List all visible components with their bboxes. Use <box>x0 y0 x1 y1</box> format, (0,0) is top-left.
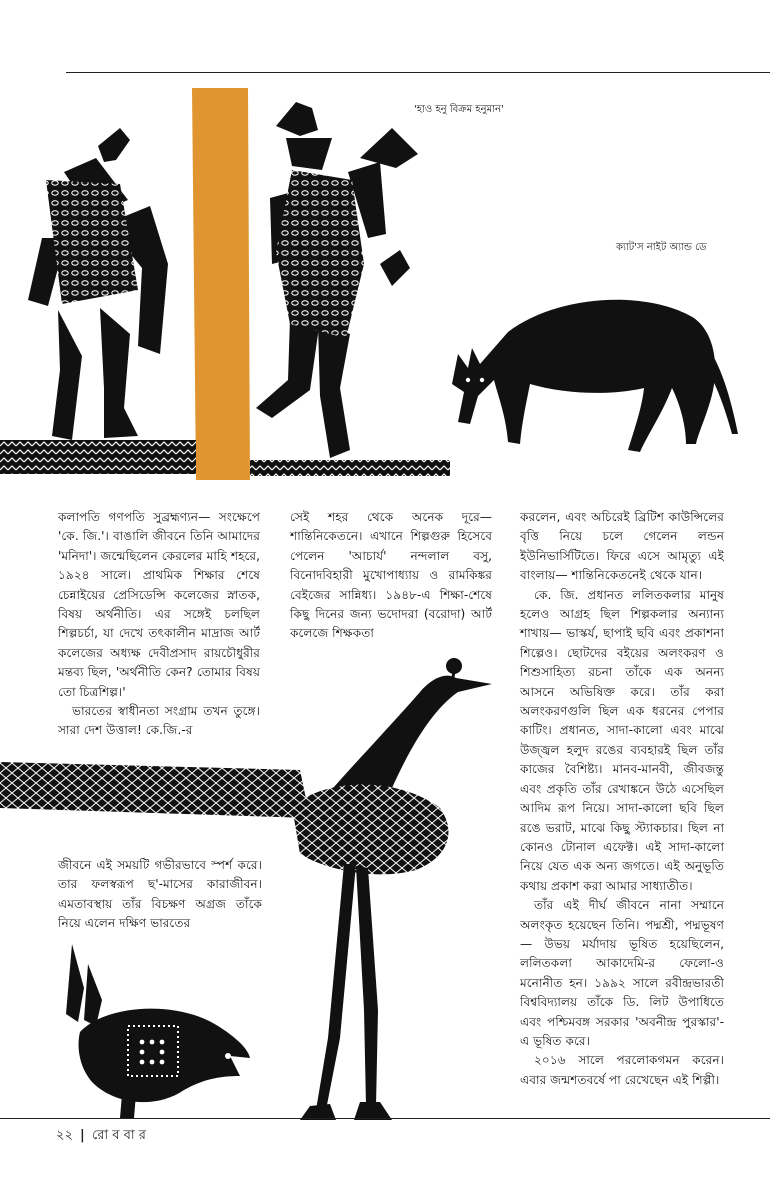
article-column-3 <box>520 508 724 1090</box>
paragraph: করলেন, এবং অচিরেই ব্রিটিশ কাউন্সিলের বৃত্তি নিয়ে চলে গেলেন লন্ডন ইউনিভার্সিটিতে। ফিরে এসে আমৃত্যু এই বাংলায়— শান্তিনিকেতনেই থেকে যান। <box>520 510 724 583</box>
article-column-1-top <box>58 508 260 741</box>
bottom-rule <box>0 1118 770 1119</box>
paragraph: কে. জি. প্রধানত ললিতকলার মানুষ হলেও আগ্রহ ছিল শিল্পকলার অন্যান্য শাখায়— ভাস্কর্য, ছাপাই ছবি এবং প্রকাশনা শিল্পেও। ছোটদের বইয়ের অলংকরণ ও শিশুসাহিত্য রচনা তাঁকে এক অনন্য আসনে অভিষিক্ত করে। তাঁর করা অলংকরণগুলি ছিল এক ধরনের পেপার কাটিং। প্রধানত, সাদা-কালো এবং মাঝে উজ্জ্বল হলুদ রঙের ব্যবহারই ছিল তাঁর কাজের বৈশিষ্ট্য। মানব-মানবী, জীবজন্তু এবং প্রকৃতি তাঁর রেখাঙ্কনে উঠে এসেছিল আদিম রূপ নিয়ে। সাদা-কালো ছবি ছিল রঙে ভরাট, মাঝে কিছু স্ট্যাকচার। ছিল না কোনও টোনাল এফেক্ট। এই সাদা-কালো নিয়ে যেত এক অন্য জগতে। এই অনুভূতি কথায় প্রকাশ করা আমার সাধ্যাতীত। <box>520 587 724 893</box>
page-footer <box>56 1126 146 1147</box>
paragraph: সেই শহর থেকে অনেক দূরে— শান্তিনিকেতনে। এখানে শিল্পগুরু হিসেবে পেলেন 'আচার্য' নন্দলাল বসু, বিনোদবিহারী মুখোপাধ্যায় ও রামকিঙ্কর বেইজের সান্নিধ্য। ১৯৪৮-এ শিক্ষা-শেষে কিছু দিনের জন্য ভদোদরা (বরোদা) আর্ট কলেজে শিক্ষকতা <box>290 510 492 641</box>
top-rule <box>66 72 770 73</box>
article-column-2 <box>290 508 492 644</box>
paragraph: তাঁর এই দীর্ঘ জীবনে নানা সম্মানে অলংকৃত হয়েছেন তিনি। পদ্মশ্রী, পদ্মভূষণ— উভয় মর্যাদায় ভূষিত হয়েছিলেন, ললিতকলা আকাদেমি-র ফেলো-ও মনোনীত হন। ১৯৯২ সালে রবীন্দ্রভারতী বিশ্ববিদ্যালয় তাঁকে ডি. লিট উপাধিতে এবং পশ্চিমবঙ্গ সরকার 'অবনীন্দ্র পুরস্কার'-এ ভূষিত করে। <box>520 898 724 1048</box>
paragraph: ২০১৬ সালে পরলোকগমন করেন। এবার জন্মশতবর্ষে পা রেখেছেন এই শিল্পী। <box>520 1053 724 1087</box>
caption-hanuman: 'হাও হনু বিক্রম হনুমান' <box>414 104 504 115</box>
cat-illustration <box>448 284 748 456</box>
footer-separator: | <box>80 1128 85 1143</box>
crow-illustration <box>58 944 258 1122</box>
magazine-name: রো ব বা র <box>91 1128 146 1143</box>
paragraph: ভারতের স্বাধীনতা সংগ্রাম তখন তুঙ্গে। সারা দেশ উত্তাল! কে.জি.-র <box>58 704 260 738</box>
article-column-1-bottom <box>58 856 262 934</box>
caption-cat: ক্যাট'স নাইট অ্যান্ড ডে <box>616 242 707 253</box>
page-number: ২২ <box>56 1128 73 1143</box>
hanuman-illustration <box>0 88 450 480</box>
paragraph: জীবনে এই সময়টি গভীরভাবে স্পর্শ করে। তার ফলস্বরূপ ছ'-মাসের কারাজীবন। এমতাবস্থায় তাঁর বিচক্ষণ অগ্রজ তাঁকে নিয়ে এলেন দক্ষিণ ভারতের <box>58 858 262 931</box>
paragraph: কলাপতি গণপতি সুব্রহ্মণ্যন— সংক্ষেপে 'কে. জি.'। বাঙালি জীবনে তিনি আমাদের 'মনিদা'। জন্মেছিলেন কেরলের মাহি শহরে, ১৯২৪ সালে। প্রাথমিক শিক্ষার শেষে চেন্নাইয়ের প্রেসিডেন্সি কলেজের স্নাতক, বিষয় অর্থনীতি। এর সঙ্গেই চলছিল শিল্পচর্চা, যা দেখে তৎকালীন মাদ্রাজ আর্ট কলেজের অধ্যক্ষ দেবীপ্রসাদ রায়চৌধুরীর মন্তব্য ছিল, 'অর্থনীতি কেন? তোমার বিষয় তো চিত্রশিল্প।' <box>58 510 260 699</box>
